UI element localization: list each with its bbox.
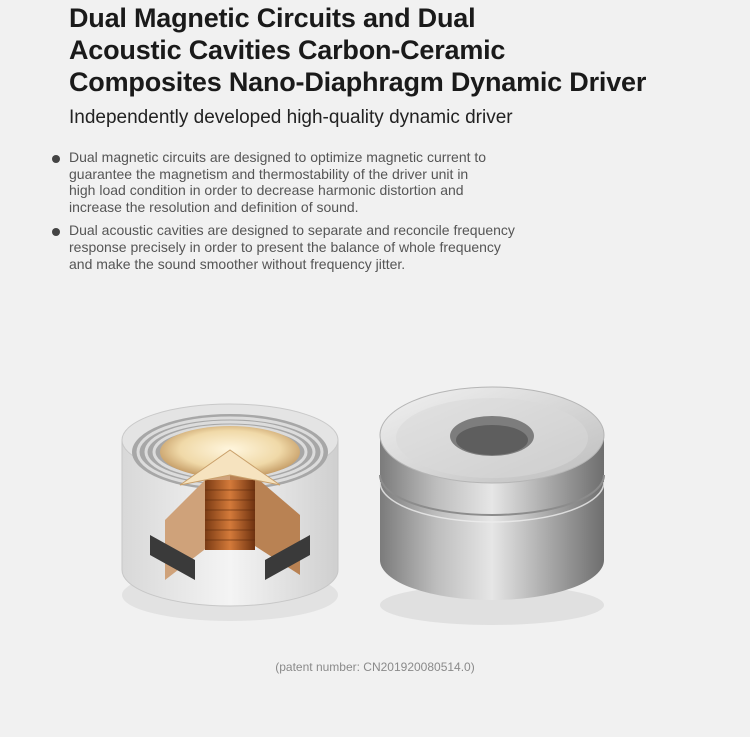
title-line: Acoustic Cavities Carbon-Ceramic bbox=[69, 35, 506, 65]
feature-line: response precisely in order to present the balance of whole frequency bbox=[69, 238, 501, 255]
feature-item bbox=[52, 149, 552, 215]
feature-line: increase the resolution and definition of sound. bbox=[69, 198, 359, 215]
subtitle: Independently developed high-quality dynamic driver bbox=[69, 107, 513, 128]
feature-line: Dual magnetic circuits are designed to optimize magnetic current to bbox=[69, 149, 487, 165]
feature-list bbox=[52, 149, 552, 279]
page-title bbox=[69, 2, 709, 98]
bullet-icon bbox=[52, 228, 60, 236]
title-line: Composites Nano-Diaphragm Dynamic Driver bbox=[69, 67, 647, 97]
feature-line: and make the sound smoother without frequency jitter. bbox=[69, 255, 406, 272]
magnet-housing bbox=[380, 387, 604, 625]
cutaway-driver bbox=[122, 404, 338, 621]
title-line: Dual Magnetic Circuits and Dual bbox=[69, 3, 476, 33]
feature-line: Dual acoustic cavities are designed to separate and reconcile frequency bbox=[69, 222, 515, 239]
feature-line: guarantee the magnetism and thermostability of the driver unit in bbox=[69, 165, 469, 182]
feature-line: high load condition in order to decrease harmonic distortion and bbox=[69, 182, 464, 199]
driver-illustration bbox=[110, 380, 620, 630]
feature-item bbox=[52, 222, 552, 272]
patent-caption: (patent number: CN201920080514.0) bbox=[275, 660, 475, 674]
bullet-icon bbox=[52, 155, 60, 163]
